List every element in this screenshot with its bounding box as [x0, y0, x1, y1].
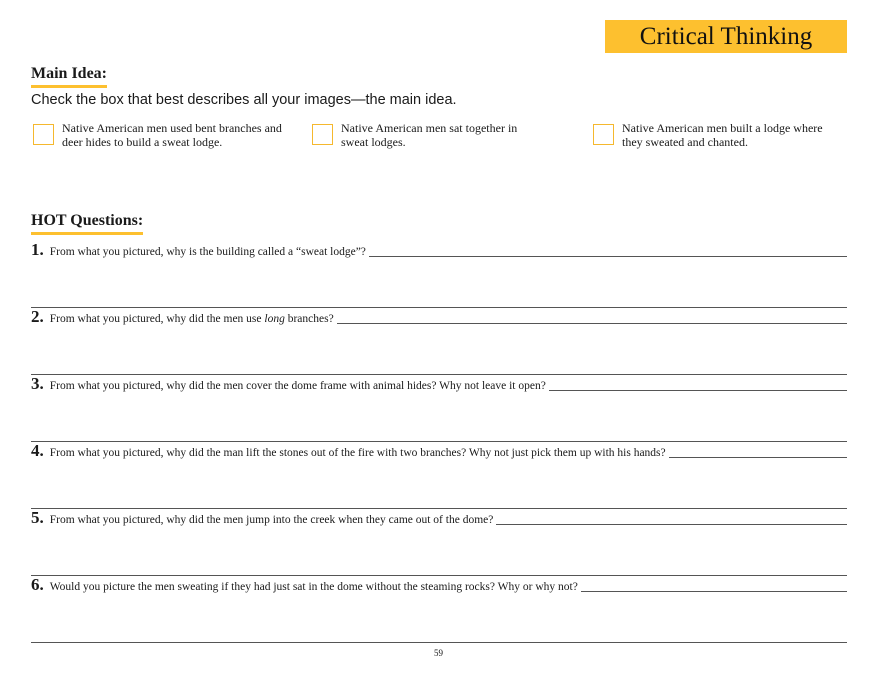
- question-3: [31, 375, 847, 439]
- question-1-answer-inline[interactable]: [369, 243, 847, 257]
- question-5-answer-line[interactable]: [31, 561, 847, 576]
- question-6-answer-inline[interactable]: [581, 578, 847, 592]
- critical-thinking-banner: [605, 20, 847, 53]
- question-2-answer-inline[interactable]: [337, 310, 847, 324]
- question-2-number: 2.: [31, 307, 44, 326]
- choice-3-checkbox[interactable]: [593, 124, 614, 145]
- question-5-answer-inline[interactable]: [496, 511, 847, 525]
- question-2-answer-line[interactable]: [31, 360, 847, 375]
- question-1: [31, 241, 847, 305]
- question-4-text: From what you pictured, why did the man lift the stones out of the fire with two branches? Why not just pick them up with his hands?: [49, 447, 666, 459]
- main-idea-instruction: Check the box that best describes all your images—the main idea.: [31, 92, 457, 108]
- question-5-number: 5.: [31, 508, 44, 527]
- question-1-number: 1.: [31, 240, 44, 259]
- question-1-answer-line[interactable]: [31, 293, 847, 308]
- question-3-answer-inline[interactable]: [549, 377, 847, 391]
- choice-3[interactable]: [593, 121, 842, 149]
- hot-questions-heading: HOT Questions:: [31, 212, 143, 235]
- question-2-text: From what you pictured, why did the men use long branches?: [49, 313, 334, 325]
- question-3-number: 3.: [31, 374, 44, 393]
- question-5: [31, 509, 847, 573]
- question-6-number: 6.: [31, 575, 44, 594]
- choice-1-checkbox[interactable]: [33, 124, 54, 145]
- choice-3-label: Native American men built a lodge where they sweated and chanted.: [622, 121, 823, 149]
- question-2: [31, 308, 847, 372]
- choice-2[interactable]: [312, 121, 541, 149]
- question-5-text: From what you pictured, why did the men jump into the creek when they came out of the dome?: [49, 514, 494, 526]
- question-4-answer-inline[interactable]: [669, 444, 847, 458]
- question-4: [31, 442, 847, 506]
- banner-title: Critical Thinking: [639, 22, 813, 50]
- main-idea-heading: Main Idea:: [31, 65, 107, 88]
- question-4-answer-line[interactable]: [31, 494, 847, 509]
- question-6: [31, 576, 847, 640]
- question-2-emphasis: long: [264, 313, 285, 325]
- question-3-text: From what you pictured, why did the men cover the dome frame with animal hides? Why not leave it open?: [49, 380, 546, 392]
- page-number: 59: [434, 648, 443, 658]
- choice-1-label: Native American men used bent branches and deer hides to build a sweat lodge.: [62, 121, 282, 149]
- question-3-answer-line[interactable]: [31, 427, 847, 442]
- question-1-text: From what you pictured, why is the building called a “sweat lodge”?: [49, 246, 366, 258]
- choice-1[interactable]: [33, 121, 298, 149]
- question-6-text: Would you picture the men sweating if they had just sat in the dome without the steaming rocks? Why or why not?: [49, 581, 578, 593]
- choice-2-checkbox[interactable]: [312, 124, 333, 145]
- choice-2-label: Native American men sat together in sweat lodges.: [341, 121, 518, 149]
- question-6-answer-line[interactable]: [31, 628, 847, 643]
- question-4-number: 4.: [31, 441, 44, 460]
